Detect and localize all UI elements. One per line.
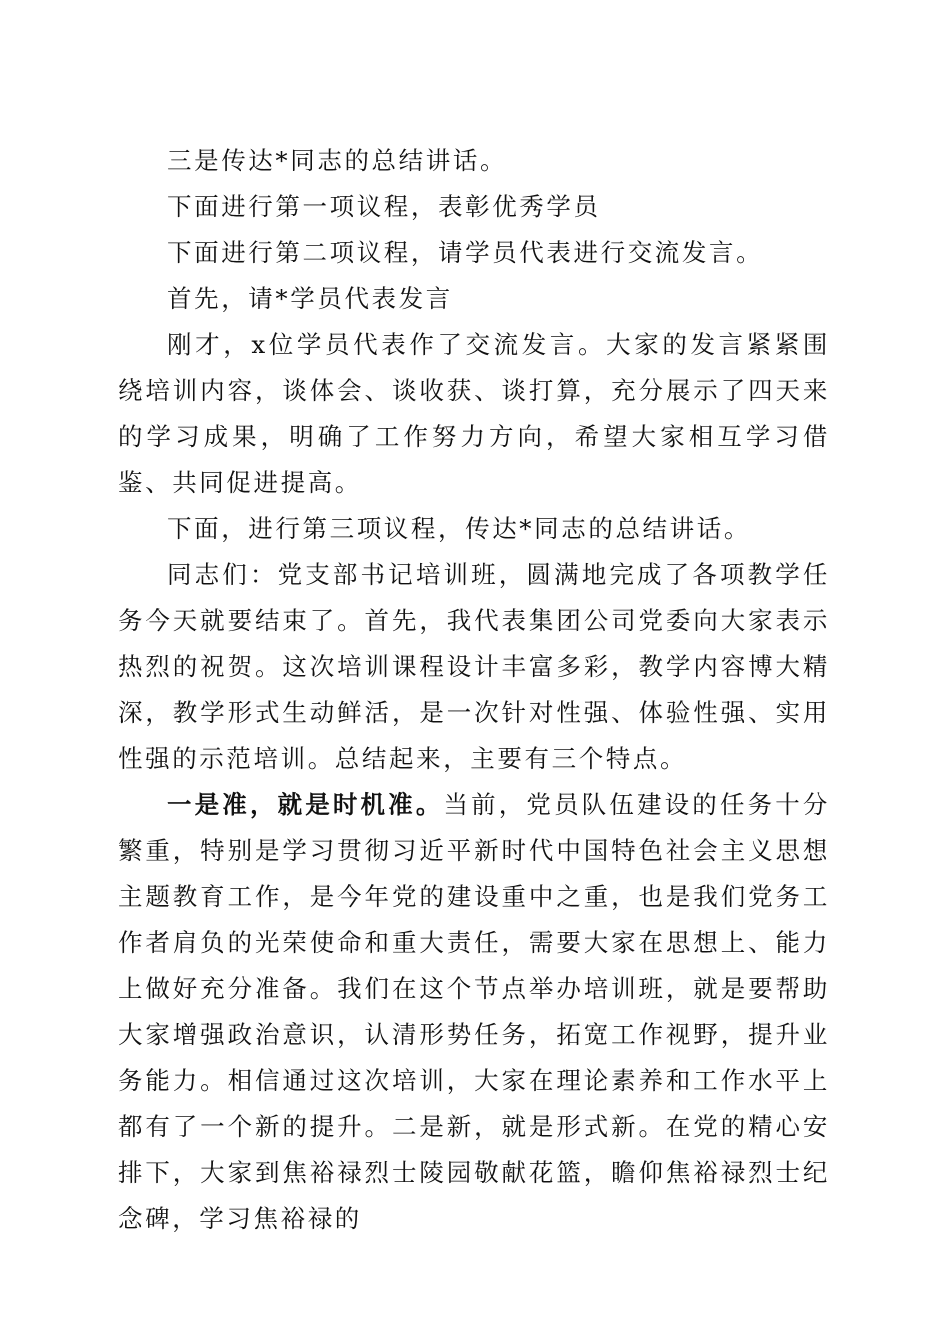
paragraph	[118, 138, 830, 184]
paragraph-text: 刚才，x位学员代表作了交流发言。大家的发言紧紧围绕培训内容，谈体会、谈收获、谈打算，充分展示了四天来的学习成果，明确了工作努力方向，希望大家相互学习借鉴、共同促进提高。	[118, 330, 830, 497]
paragraph-text: 三是传达*同志的总结讲话。	[167, 146, 508, 175]
paragraph	[118, 184, 830, 230]
paragraph-text: 下面进行第二项议程，请学员代表进行交流发言。	[167, 238, 764, 267]
paragraph-text: 下面，进行第三项议程，传达*同志的总结讲话。	[167, 514, 751, 543]
paragraph-text: 当前，党员队伍建设的任务十分繁重，特别是学习贯彻习近平新时代中国特色社会主义思想主题教育工作，是今年党的建设重中之重，也是我们党务工作者肩负的光荣使命和重大责任，需要大家在思想上、能力上做好充分准备。我们在这个节点举办培训班，就是要帮助大家增强政治意识，认清形势任务，拓宽工作视野，提升业务能力。相信通过这次培训，大家在理论素养和工作水平上都有了一个新的提升。二是新，就是形式新。在党的精心安排下，大家到焦裕禄烈士陵园敬献花篮，瞻仰焦裕禄烈士纪念碑，学习焦裕禄的	[118, 790, 831, 1233]
paragraph	[118, 276, 830, 322]
paragraph	[118, 552, 830, 782]
paragraph-bold-lead: 一是准，就是时机准。	[167, 790, 444, 819]
paragraph	[118, 506, 830, 552]
paragraph-text: 同志们：党支部书记培训班，圆满地完成了各项教学任务今天就要结束了。首先，我代表集团公司党委向大家表示热烈的祝贺。这次培训课程设计丰富多彩，教学内容博大精深，教学形式生动鲜活，是一次针对性强、体验性强、实用性强的示范培训。总结起来，主要有三个特点。	[118, 560, 830, 773]
paragraph-text: 首先，请*学员代表发言	[167, 284, 453, 313]
document-body	[118, 138, 830, 1242]
paragraph	[118, 782, 830, 1242]
paragraph-text: 下面进行第一项议程，表彰优秀学员	[167, 192, 601, 221]
paragraph	[118, 322, 830, 506]
paragraph	[118, 230, 830, 276]
